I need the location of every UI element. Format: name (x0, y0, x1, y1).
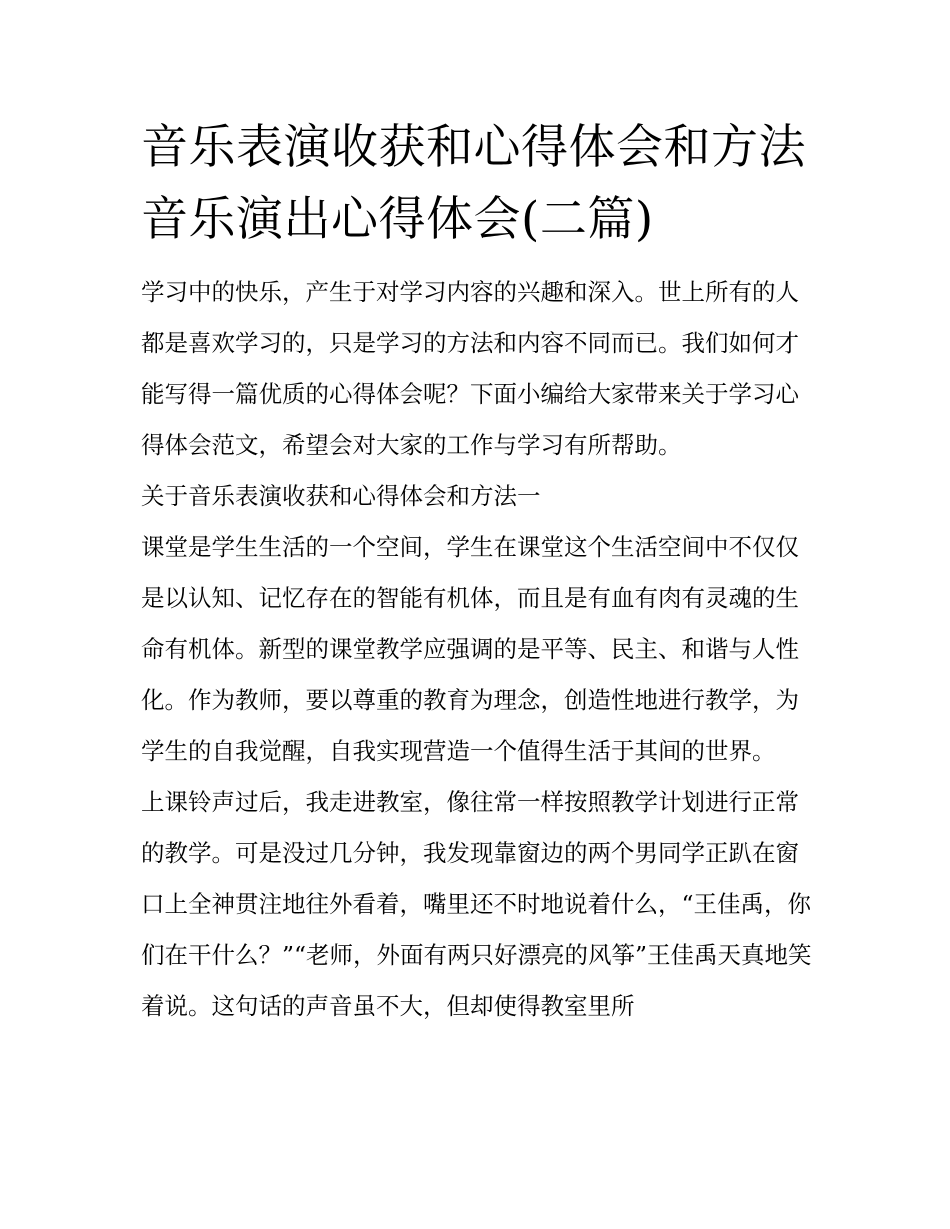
document-title: 音乐表演收获和心得体会和方法 音乐演出心得体会(二篇) (141, 120, 806, 247)
document-body (141, 267, 813, 1032)
document-page (141, 112, 813, 1032)
section-heading: 关于音乐表演收获和心得体会和方法一 (141, 482, 541, 510)
body-paragraph: 课堂是学生生活的一个空间，学生在课堂这个生活空间中不仅仅是以认知、记忆存在的智能有机体，而且是有血有肉有灵魂的生命有机体。新型的课堂教学应强调的是平等、民主、和谐与人性化。作为教师，要以尊重的教育为理念，创造性地进行教学，为学生的自我觉醒，自我实现营造一个值得生活于其间的世界。 (141, 533, 799, 765)
intro-paragraph: 学习中的快乐，产生于对学习内容的兴趣和深入。世上所有的人都是喜欢学习的，只是学习的方法和内容不同而已。我们如何才能写得一篇优质的心得体会呢？下面小编给大家带来关于学习心得体会范文，希望会对大家的工作与学习有所帮助。 (141, 278, 799, 459)
body-paragraph: 上课铃声过后，我走进教室，像往常一样按照教学计划进行正常的教学。可是没过几分钟，我发现靠窗边的两个男同学正趴在窗口上全神贯注地往外看着，嘴里还不时地说着什么，“王佳禹，你们在干什么？”“老师，外面有两只好漂亮的风筝”王佳禹天真地笑着说。这句话的声音虽不大，但却使得教室里所 (141, 788, 812, 1020)
